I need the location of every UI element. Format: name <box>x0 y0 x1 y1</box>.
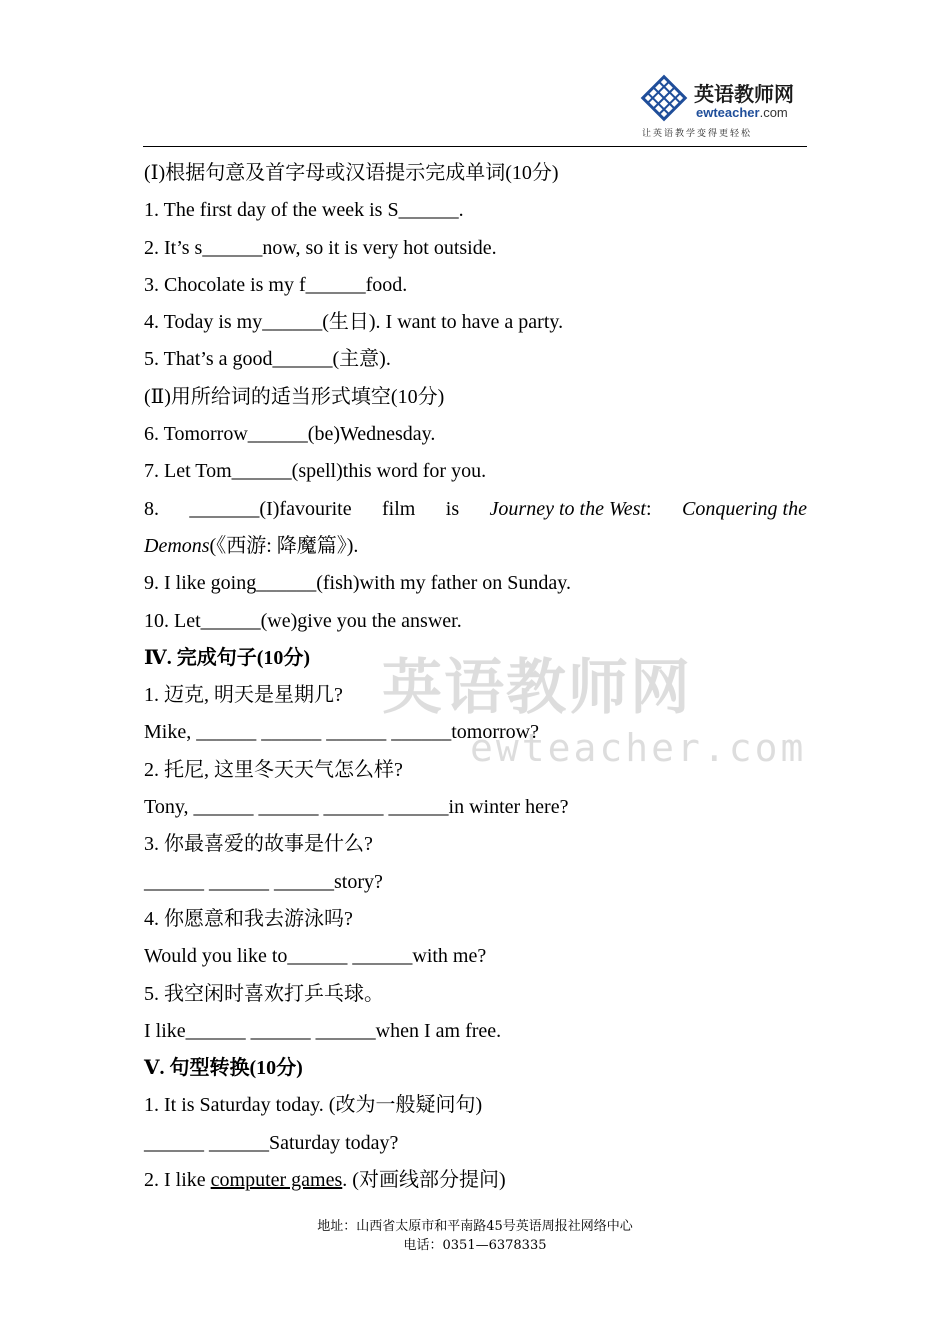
q8-number: 8. <box>144 497 159 520</box>
question-8-line-2 <box>144 531 807 568</box>
q8-word: film <box>382 497 416 520</box>
question-line: 5. That’s a good______(主意). <box>144 348 391 371</box>
question-line: 1. The first day of the week is S______. <box>144 199 464 222</box>
section-2-heading: (Ⅱ)用所给词的适当形式填空(10分) <box>144 385 445 408</box>
footer-address: 地址：山西省太原市和平南路45号英语周报社网络中心 <box>317 1219 633 1234</box>
prompt-line: 5. 我空闲时喜欢打乒乓球。 <box>144 982 384 1005</box>
question-line: 10. Let______(we)give you the answer. <box>144 609 462 632</box>
section-5-heading: Ⅴ. 句型转换(10分) <box>144 1057 303 1080</box>
section-1-heading: (Ⅰ)根据句意及首字母或汉语提示完成单词(10分) <box>144 162 559 184</box>
question-line: 2. It’s s______now, so it is very hot outside. <box>144 236 497 259</box>
q8-title-part <box>682 494 807 531</box>
q8-film-title: Journey to the West <box>489 497 646 520</box>
question-line: 4. Today is my______(生日). I want to have a party. <box>144 311 564 334</box>
q8-blank: _______(I)favourite <box>189 497 352 520</box>
logo-domain-suffix: .com <box>759 105 788 120</box>
logo-diamond-icon <box>638 72 690 124</box>
question-8-line-1 <box>144 494 807 531</box>
q8-colon: : <box>646 497 652 520</box>
q8-film-title-3: Demons <box>144 534 210 557</box>
answer-line: I like______ ______ ______when I am free. <box>144 1019 502 1042</box>
prompt-line: 2. 托尼, 这里冬天天气怎么样? <box>144 758 403 781</box>
prompt-line: 1. 迈克, 明天是星期几? <box>144 684 343 707</box>
answer-line: ______ ______ ______story? <box>144 870 383 893</box>
section-4-heading: Ⅳ. 完成句子(10分) <box>144 646 311 669</box>
answer-line: Would you like to______ ______with me? <box>144 945 487 968</box>
q8-word: is <box>445 497 460 520</box>
question-line: 6. Tomorrow______(be)Wednesday. <box>144 423 436 446</box>
prompt-line <box>144 1165 807 1202</box>
q2-suffix: . (对画线部分提问) <box>342 1169 506 1192</box>
q8-chinese-note: (《西游: 降魔篇》). <box>209 534 359 557</box>
answer-line: Mike, ______ ______ ______ ______tomorrow? <box>144 721 539 744</box>
watermark-english: ewteacher.com <box>470 726 807 770</box>
q2-prefix: 2. I like <box>144 1169 211 1192</box>
footer-phone: 电话：0351—6378335 <box>403 1238 547 1253</box>
question-line: 3. Chocolate is my f______food. <box>144 273 408 296</box>
exercise-content <box>144 158 807 1202</box>
answer-line: Tony, ______ ______ ______ ______in winter here? <box>144 796 569 819</box>
logo-english-word: ewteacher <box>696 105 760 120</box>
answer-line: ______ ______Saturday today? <box>144 1131 399 1154</box>
question-line: 9. I like going______(fish)with my father on Sunday. <box>144 572 571 595</box>
q2-underlined-text: computer games <box>210 1169 343 1192</box>
q8-film-title-2: Conquering the <box>681 497 807 520</box>
prompt-line: 1. It is Saturday today. (改为一般疑问句) <box>144 1094 483 1117</box>
q8-title-part <box>490 494 652 531</box>
watermark-chinese: 英语教师网 <box>382 653 692 723</box>
logo-english-name <box>696 105 788 120</box>
prompt-line: 3. 你最喜爱的故事是什么? <box>144 833 373 856</box>
prompt-line: 4. 你愿意和我去游泳吗? <box>144 907 353 930</box>
site-logo <box>638 72 808 142</box>
question-line: 7. Let Tom______(spell)this word for you. <box>144 460 487 483</box>
header-divider <box>143 146 807 147</box>
logo-chinese-name: 英语教师网 <box>694 82 794 106</box>
logo-slogan: 让英语教学变得更轻松 <box>642 129 753 139</box>
